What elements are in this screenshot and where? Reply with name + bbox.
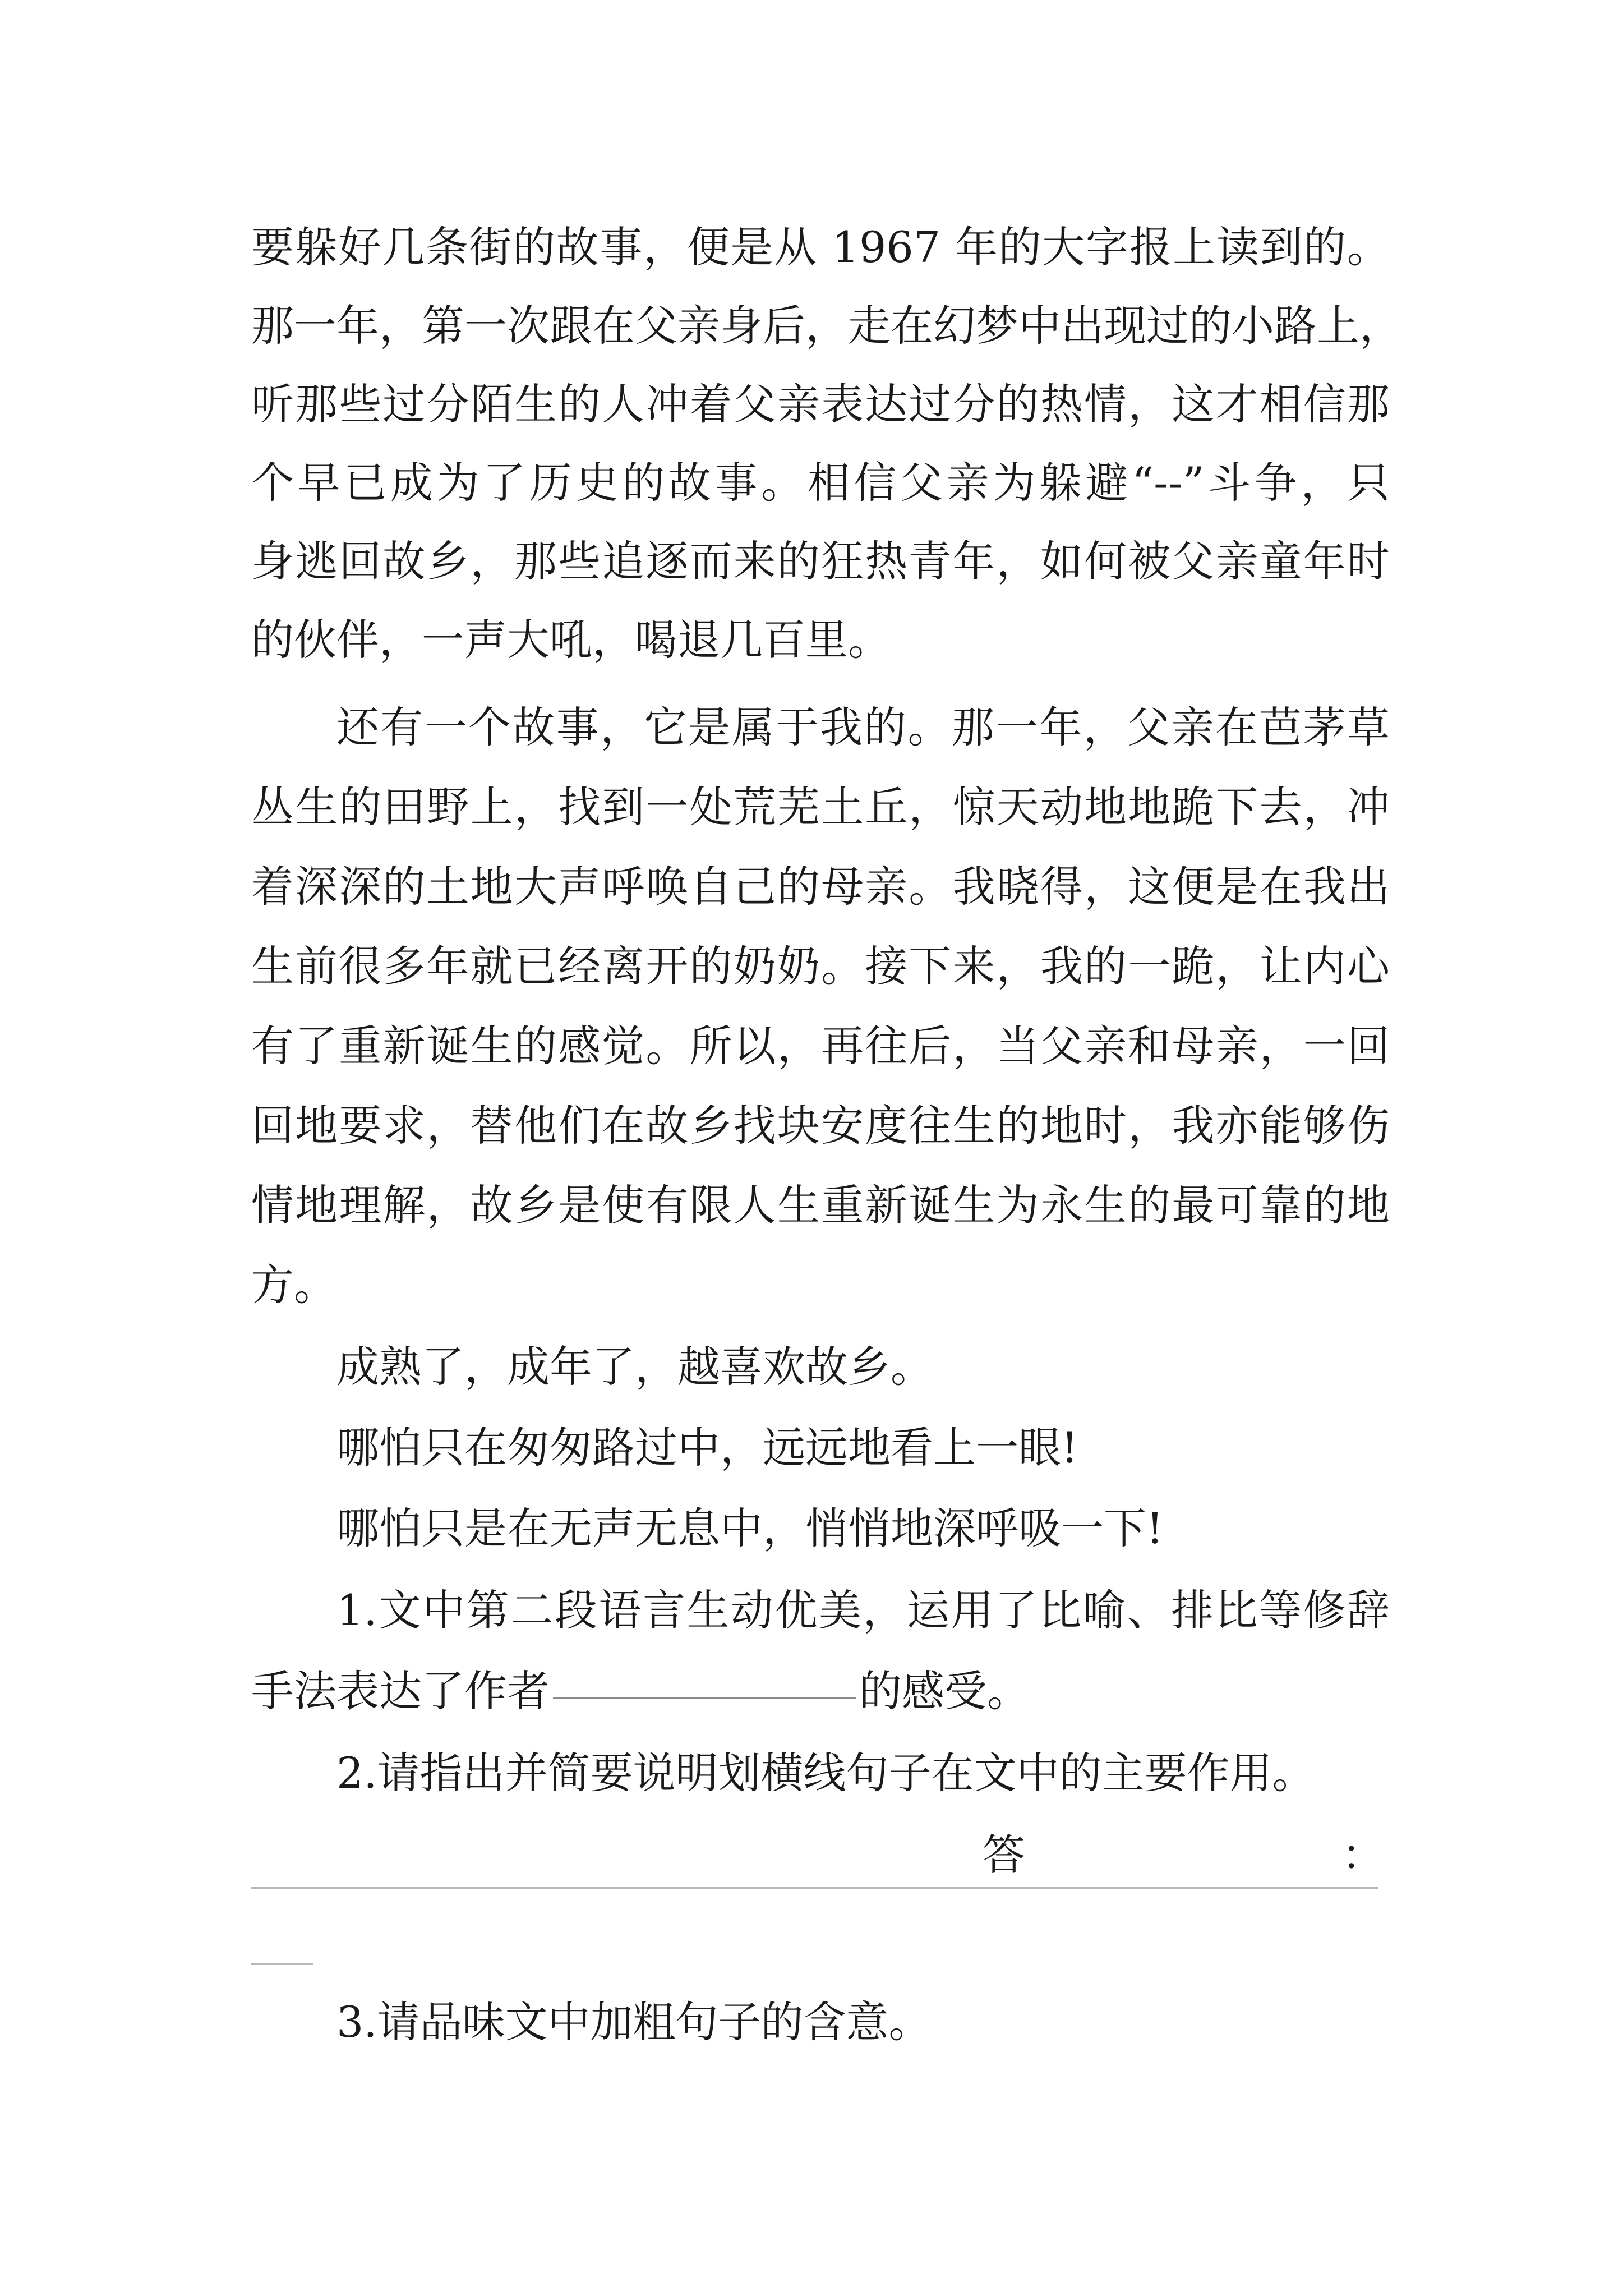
answer-label: 答 (983, 1830, 1025, 1880)
question-1-continued (251, 1649, 1390, 1733)
question-1-text-before: 手法表达了作者 (251, 1666, 550, 1716)
paragraph-line: 还有一个故事，它是属于我的。那一年，父亲在芭茅草 (336, 702, 1390, 752)
paragraph-line: 身逃回故乡，那些追逐而来的狂热青年，如何被父亲童年时 (251, 536, 1390, 586)
paragraph-line: 回地要求，替他们在故乡找块安度往生的地时，我亦能够伤 (251, 1101, 1390, 1151)
paragraph-line: 成熟了，成年了，越喜欢故乡。 (336, 1342, 933, 1392)
question-2: 2.请指出并简要说明划横线句子在文中的主要作用。 (336, 1748, 1315, 1798)
paragraph-line: 听那些过分陌生的人冲着父亲表达过分的热情，这才相信那 (251, 379, 1390, 429)
question-3: 3.请品味文中加粗句子的含意。 (336, 1997, 932, 2047)
question-1: 1.文中第二段语言生动优美，运用了比喻、排比等修辞 (336, 1585, 1390, 1635)
paragraph-line: 着深深的土地大声呼唤自己的母亲。我晓得，这便是在我出 (251, 862, 1390, 912)
fill-in-blank[interactable] (553, 1691, 856, 1699)
paragraph-line: 个早已成为了历史的故事。相信父亲为躲避“--”斗争，只 (251, 458, 1390, 508)
question-1-text-after: 的感受。 (859, 1666, 1030, 1716)
paragraph-line: 要躲好几条街的故事，便是从 1967 年的大字报上读到的。 (251, 222, 1390, 272)
paragraph-line: 生前很多年就已经离开的奶奶。接下来，我的一跪，让内心 (251, 941, 1390, 991)
paragraph-line: 的伙伴，一声大吼，喝退几百里。 (251, 615, 891, 665)
paragraph-line: 丛生的田野上，找到一处荒芜土丘，惊天动地地跪下去，冲 (251, 782, 1390, 832)
paragraph-line: 那一年，第一次跟在父亲身后，走在幻梦中出现过的小路上， (251, 301, 1402, 351)
answer-colon: ： (1341, 1830, 1384, 1880)
paragraph-line: 有了重新诞生的感觉。所以，再往后，当父亲和母亲，一回 (251, 1021, 1390, 1071)
paragraph-line: 情地理解，故乡是使有限人生重新诞生为永生的最可靠的地 (251, 1180, 1390, 1230)
paragraph-line: 方。 (251, 1260, 336, 1310)
paragraph-line: 哪怕只是在无声无息中，悄悄地深呼吸一下! (336, 1503, 1164, 1553)
answer-line[interactable] (251, 1887, 1378, 1889)
answer-line-stub[interactable] (251, 1963, 313, 1965)
paragraph-line: 哪怕只在匆匆路过中，远远地看上一眼! (336, 1423, 1078, 1473)
